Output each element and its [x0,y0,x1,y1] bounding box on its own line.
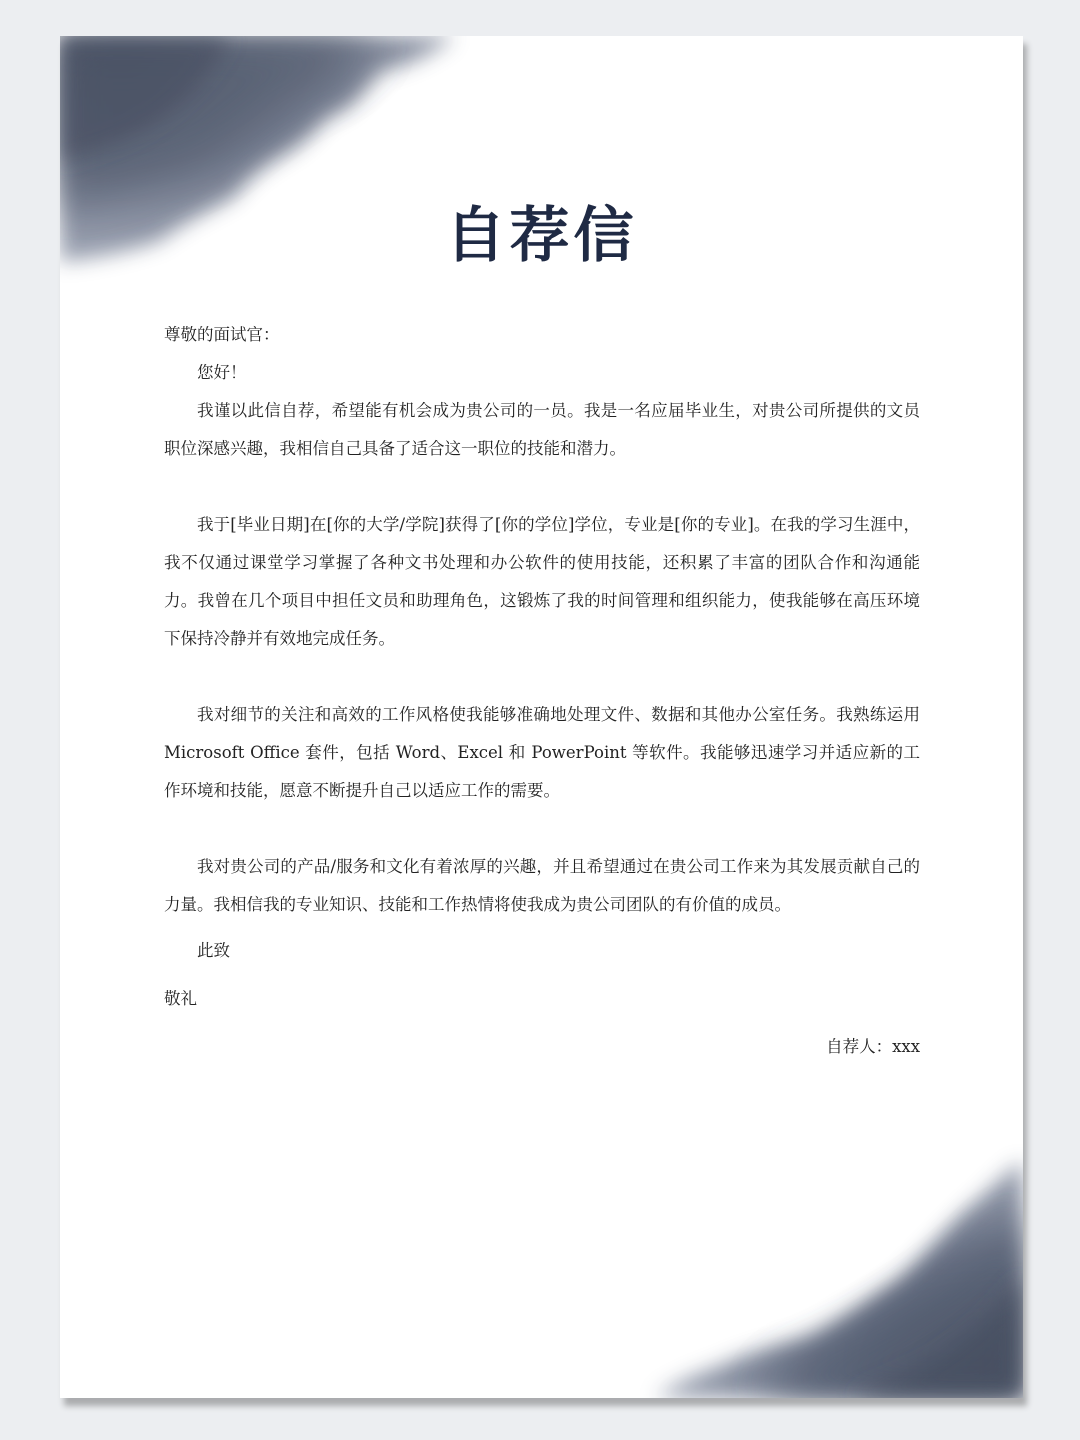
paragraph-intro: 我谨以此信自荐，希望能有机会成为贵公司的一员。我是一名应届毕业生，对贵公司所提供的文员职位深感兴趣，我相信自己具备了适合这一职位的技能和潜力。 [164,401,920,458]
page-title: 自荐信 [445,201,638,271]
paragraph-skills: 我对细节的关注和高效的工作风格使我能够准确地处理文件、数据和其他办公室任务。我熟练运用 Microsoft Office 套件，包括 Word、Excel 和 PowerPoint 等软件。我能够迅速学习并适应新的工作环境和技能，愿意不断提升自己以适应工作的需要。 [164,705,920,800]
signature: 自荐人：xxx [826,1037,920,1056]
letter-page [60,36,1023,1398]
ink-wash-bottom-right [655,1161,1023,1398]
paragraph-motivation: 我对贵公司的产品/服务和文化有着浓厚的兴趣，并且希望通过在贵公司工作来为其发展贡献自己的力量。我相信我的专业知识、技能和工作热情将使我成为贵公司团队的有价值的成员。 [164,857,920,914]
salutation: 尊敬的面试官： [164,325,280,344]
paragraph-education: 我于[毕业日期]在[你的大学/学院]获得了[你的学位]学位，专业是[你的专业]。在我的学习生涯中，我不仅通过课堂学习掌握了各种文书处理和办公软件的使用技能，还积累了丰富的团队合作和沟通能力。我曾在几个项目中担任文员和助理角色，这锻炼了我的时间管理和组织能力，使我能够在高压环境下保持冷静并有效地完成任务。 [164,515,920,648]
closing-line-2: 敬礼 [164,989,197,1008]
letter-body [164,316,920,1066]
closing-line-1: 此致 [197,941,230,960]
greeting: 您好！ [197,363,247,382]
